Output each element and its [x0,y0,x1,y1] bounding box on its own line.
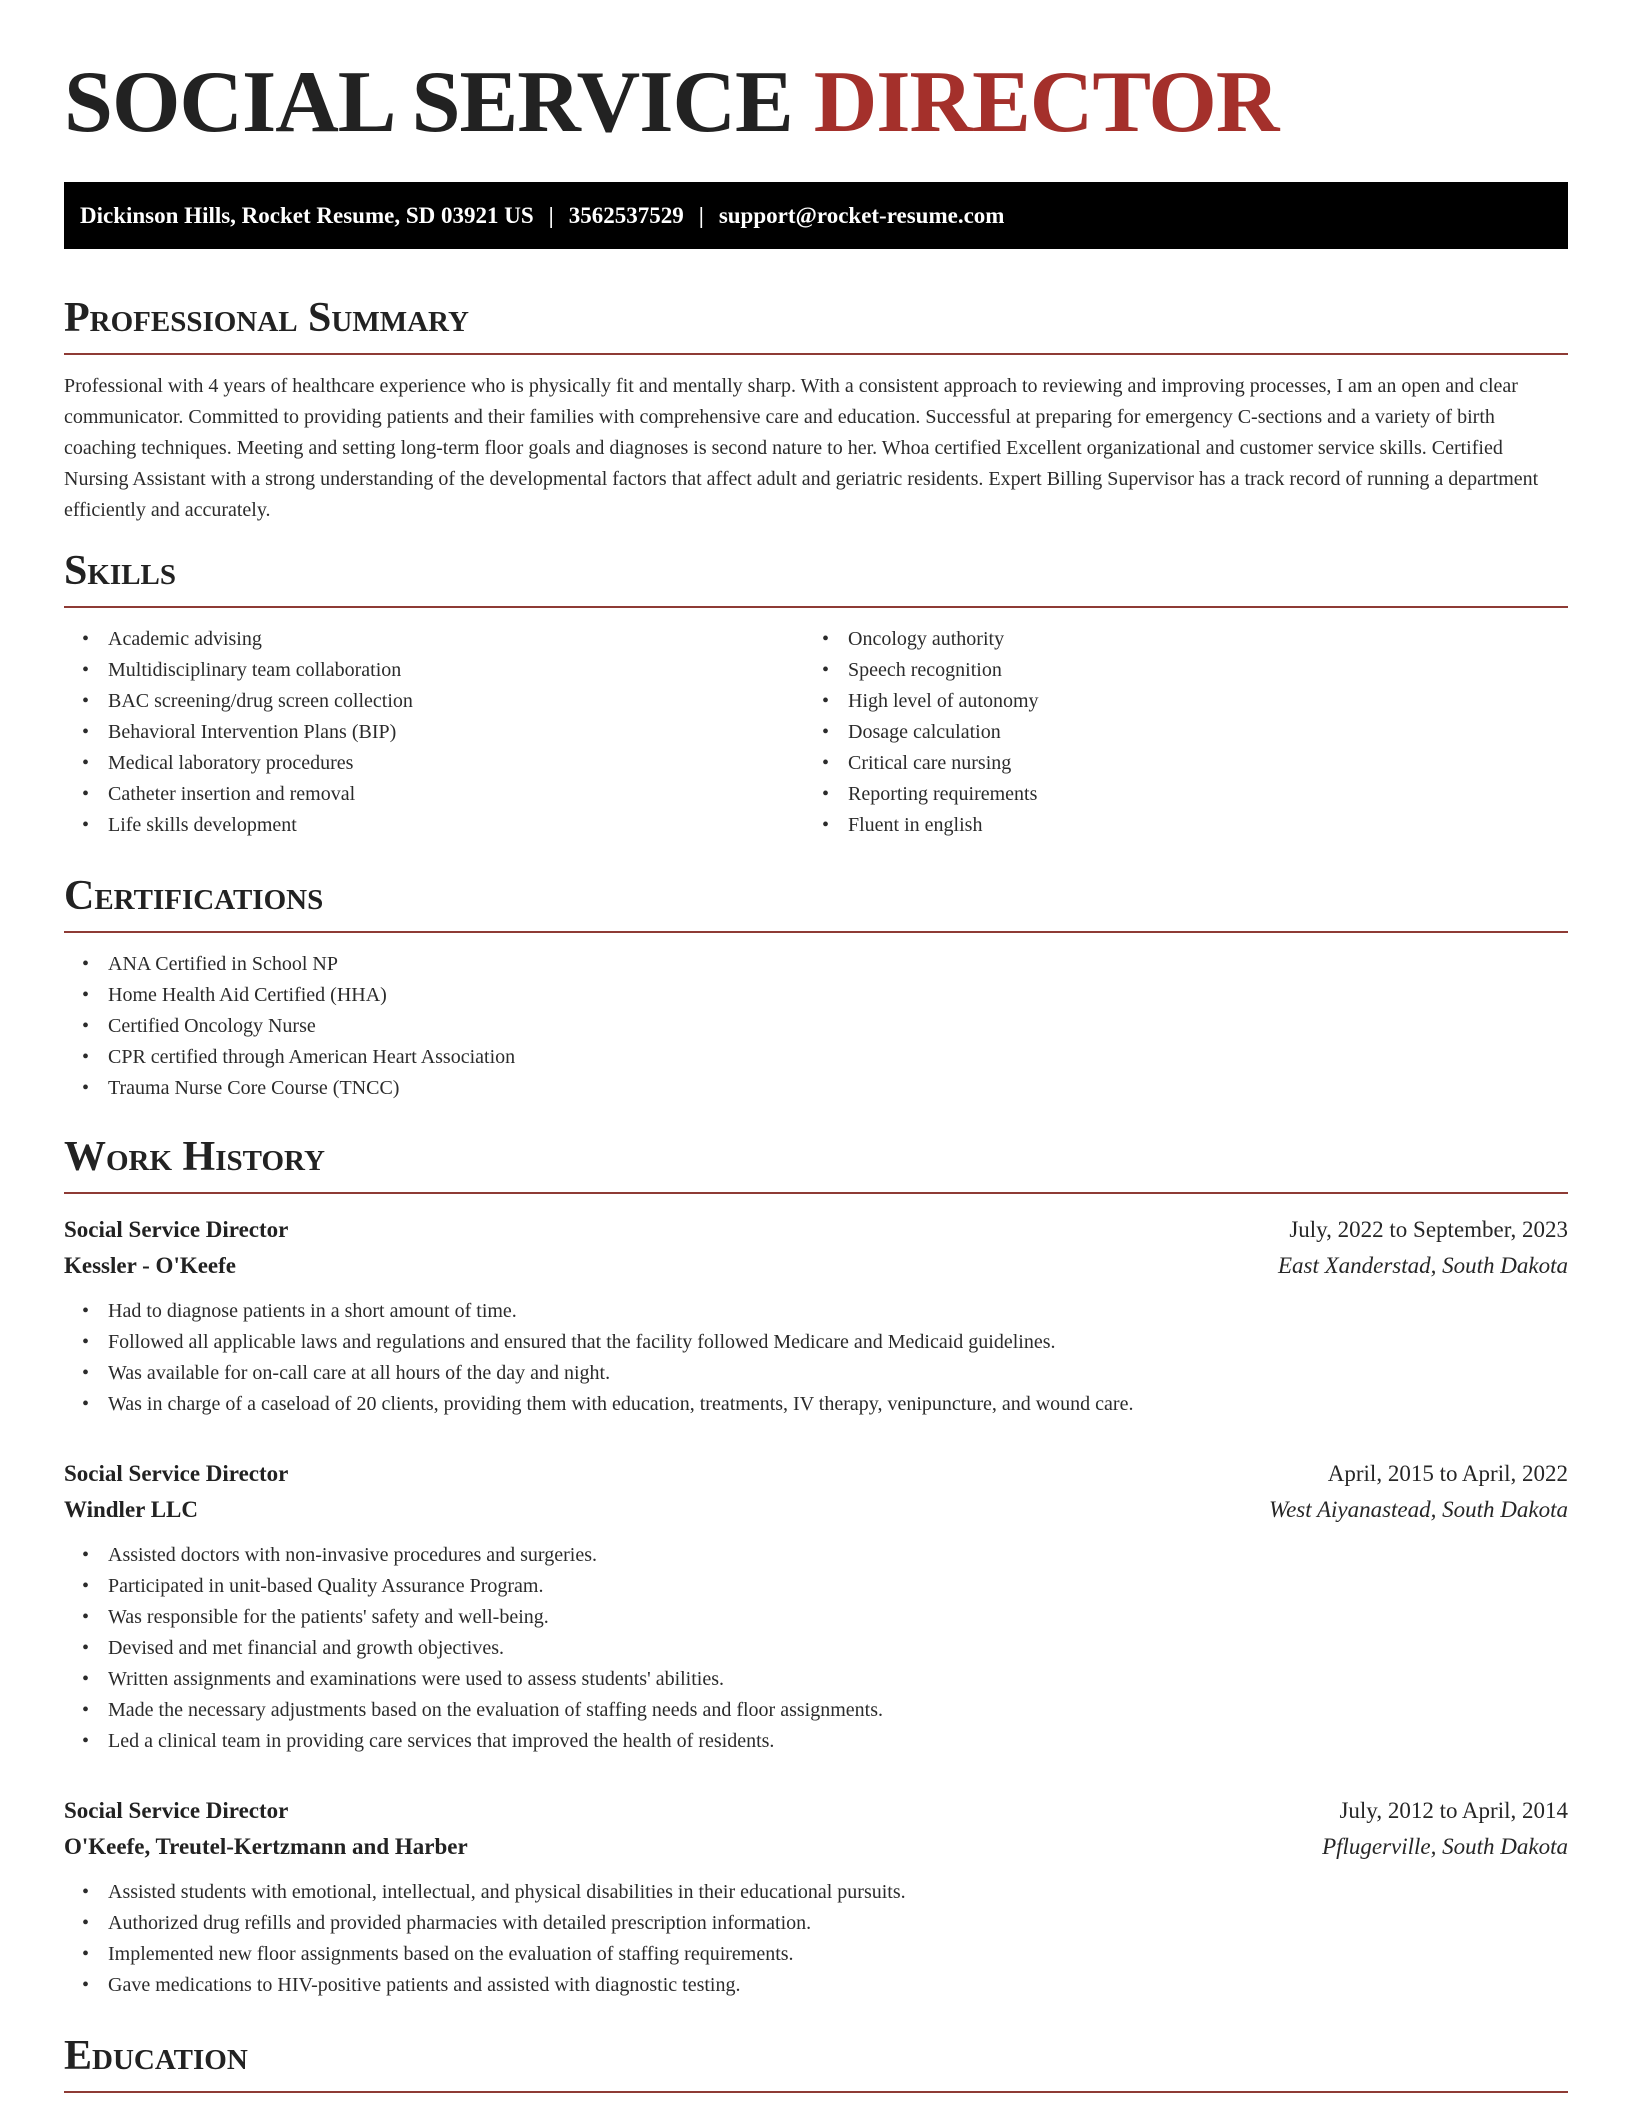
certification-item: • CPR certified through American Heart Association [64,1042,1568,1073]
job-duties-list [64,1877,1568,2001]
title-main: SOCIAL SERVICE [64,54,814,151]
job-role: Social Service Director [64,1798,289,1823]
summary-section [64,293,1568,526]
job-dates: July, 2012 to April, 2014 [1339,1798,1568,1823]
job-location: West Aiyanastead, South Dakota [1269,1497,1568,1522]
contact-bar [64,182,1568,249]
job-duty: • Authorized drug refills and provided pharmacies with detailed prescription information. [64,1908,1568,1939]
job-dates: July, 2022 to September, 2023 [1289,1217,1568,1242]
skill-item: • Medical laboratory procedures [64,748,804,779]
contact-address: Dickinson Hills, Rocket Resume, SD 03921 US [80,202,534,228]
summary-text: Professional with 4 years of healthcare experience who is physically fit and mentally sharp. With a consistent approach to reviewing and improving processes, I am an open and clear communicator. Committed to providing patients and their families with comprehensive care and education. Successful at preparing for emergency C-sections and a variety of birth coaching techniques. Meeting and setting long-term floor goals and diagnoses is second nature to her. Whoa certified Excellent organizational and customer service skills. Certified Nursing Assistant with a strong understanding of the developmental factors that affect adult and geriatric residents. Expert Billing Supervisor has a track record of running a department efficiently and accurately. [64,375,1539,521]
contact-separator: | [548,202,554,228]
work-history-section [64,1132,1568,2001]
job-location: Pflugerville, South Dakota [1322,1834,1568,1859]
job-company-row [64,1492,1568,1528]
job-company: Windler LLC [64,1497,198,1522]
section-heading: Education [64,2033,248,2079]
job-duty: • Was responsible for the patients' safety and well-being. [64,1602,1568,1633]
job-duty: • Made the necessary adjustments based on the evaluation of staffing needs and floor assignments. [64,1695,1568,1726]
skill-item: • Dosage calculation [804,717,1568,748]
job-duty: • Devised and met financial and growth objectives. [64,1633,1568,1664]
section-divider [64,353,1568,355]
skill-item: • Catheter insertion and removal [64,779,804,810]
job-duty: • Written assignments and examinations were used to assess students' abilities. [64,1664,1568,1695]
skill-item: • Multidisciplinary team collaboration [64,655,804,686]
skill-item: • Critical care nursing [804,748,1568,779]
skill-item: • Oncology authority [804,624,1568,655]
section-heading: Professional Summary [64,295,469,341]
skill-item: • Reporting requirements [804,779,1568,810]
skills-list-left [64,624,804,841]
skills-list-right [804,624,1568,841]
job-location: East Xanderstad, South Dakota [1277,1253,1568,1278]
job-duty: • Participated in unit-based Quality Assurance Program. [64,1571,1568,1602]
job-duty: • Was in charge of a caseload of 20 clients, providing them with education, treatments, IV therapy, venipuncture, and wound care. [64,1389,1568,1420]
section-heading: Skills [64,548,177,594]
page-title [64,48,1568,158]
job-duty: • Assisted students with emotional, intellectual, and physical disabilities in their educational pursuits. [64,1877,1568,1908]
education-section [64,2031,1568,2093]
certification-item: • Certified Oncology Nurse [64,1011,1568,1042]
skill-item: • High level of autonomy [804,686,1568,717]
skill-item: • BAC screening/drug screen collection [64,686,804,717]
section-divider [64,1192,1568,1194]
skill-item: • Speech recognition [804,655,1568,686]
resume-content [64,48,1568,2093]
job-duty: • Led a clinical team in providing care services that improved the health of residents. [64,1726,1568,1757]
certification-item: • ANA Certified in School NP [64,949,1568,980]
job-company-row [64,1248,1568,1284]
skill-item: • Academic advising [64,624,804,655]
contact-email: support@rocket-resume.com [718,202,1005,228]
certifications-section [64,871,1568,1104]
job-duty: • Implemented new floor assignments based on the evaluation of staffing requirements. [64,1939,1568,1970]
certification-item: • Home Health Aid Certified (HHA) [64,980,1568,1011]
job-company: Kessler - O'Keefe [64,1253,237,1278]
certification-item: • Trauma Nurse Core Course (TNCC) [64,1073,1568,1104]
job-entry [64,1793,1568,2001]
job-duty: • Was available for on-call care at all hours of the day and night. [64,1358,1568,1389]
job-header-row [64,1793,1568,1829]
job-duty: • Had to diagnose patients in a short amount of time. [64,1296,1568,1327]
section-heading: Work History [64,1134,325,1180]
job-company-row [64,1829,1568,1865]
job-duties-list [64,1540,1568,1757]
job-dates: April, 2015 to April, 2022 [1327,1461,1568,1486]
skill-item: • Behavioral Intervention Plans (BIP) [64,717,804,748]
section-divider [64,2091,1568,2093]
job-duty: • Assisted doctors with non-invasive procedures and surgeries. [64,1540,1568,1571]
skill-item: • Life skills development [64,810,804,841]
section-heading: Certifications [64,873,324,919]
certifications-list [64,949,1568,1104]
contact-separator: | [698,202,704,228]
title-accent: DIRECTOR [813,54,1279,151]
job-duty: • Followed all applicable laws and regulations and ensured that the facility followed Medicare and Medicaid guidelines. [64,1327,1568,1358]
skills-grid [64,608,1568,841]
skills-section [64,546,1568,841]
job-role: Social Service Director [64,1217,289,1242]
contact-phone: 3562537529 [568,202,684,228]
job-duty: • Gave medications to HIV-positive patients and assisted with diagnostic testing. [64,1970,1568,2001]
job-entry [64,1456,1568,1757]
job-role: Social Service Director [64,1461,289,1486]
skill-item: • Fluent in english [804,810,1568,841]
job-company: O'Keefe, Treutel-Kertzmann and Harber [64,1834,468,1859]
job-header-row [64,1212,1568,1248]
section-divider [64,931,1568,933]
job-header-row [64,1456,1568,1492]
job-duties-list [64,1296,1568,1420]
job-entry [64,1212,1568,1420]
